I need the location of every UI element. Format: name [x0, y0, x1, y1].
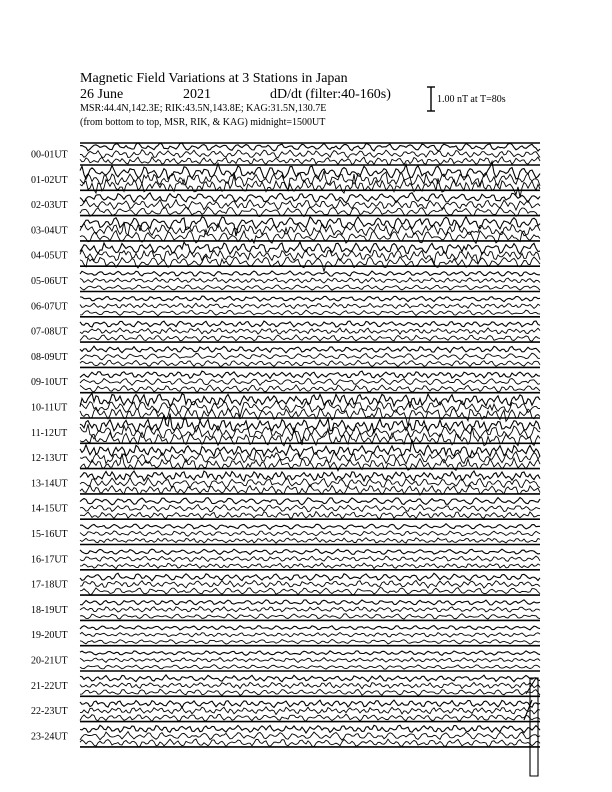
trace-kag: [80, 242, 540, 254]
hour-label: 17-18UT: [31, 579, 68, 591]
trace-kag: [80, 573, 540, 580]
hour-row: [31, 675, 540, 696]
trace-kag: [80, 651, 540, 656]
hour-label: 03-04UT: [31, 225, 68, 237]
hour-label: 05-06UT: [31, 276, 68, 287]
trace-msr: [80, 256, 540, 272]
hour-row: [31, 626, 540, 646]
trace-msr: [80, 310, 540, 316]
hour-label: 15-16UT: [31, 529, 68, 540]
trace-rik: [80, 580, 540, 588]
trace-rik: [80, 707, 540, 715]
date-label: 26 June: [80, 87, 124, 102]
trace-msr: [80, 563, 540, 569]
trace-msr: [80, 614, 540, 619]
trace-msr: [80, 335, 540, 342]
trace-rik: [80, 171, 540, 190]
hour-label: 23-24UT: [31, 731, 68, 743]
hour-row: [31, 346, 540, 367]
hour-row: [31, 242, 540, 272]
trace-rik: [80, 732, 540, 740]
trace-kag: [80, 193, 540, 203]
hour-row: [31, 143, 540, 165]
trace-kag: [80, 675, 540, 682]
hour-label: 02-03UT: [31, 200, 68, 212]
hour-label: 04-05UT: [31, 250, 68, 262]
hour-label: 22-23UT: [31, 706, 68, 718]
hour-row: [31, 271, 540, 292]
trace-kag: [80, 371, 540, 378]
hour-label: 13-14UT: [31, 478, 68, 490]
hour-label: 06-07UT: [31, 301, 68, 313]
trace-msr: [80, 714, 540, 721]
trace-kag: [80, 296, 540, 302]
rows-layer: [31, 143, 540, 776]
stations-label: MSR:44.4N,142.3E; RIK:43.5N,143.8E; KAG:31.5N,130.7E: [80, 103, 327, 114]
trace-rik: [80, 658, 540, 663]
hour-label: 09-10UT: [31, 377, 68, 389]
trace-msr: [80, 587, 540, 594]
trace-msr: [80, 538, 540, 544]
hour-row: [31, 725, 540, 747]
year-label: 2021: [183, 87, 211, 102]
trace-rik: [80, 505, 540, 512]
trace-kag: [80, 440, 540, 458]
hour-row: [31, 471, 540, 495]
hour-label: 08-09UT: [31, 351, 68, 363]
trace-kag: [80, 271, 540, 276]
trace-kag: [80, 700, 540, 707]
hour-row: [31, 321, 540, 342]
trace-msr: [80, 639, 540, 644]
hour-label: 07-08UT: [31, 326, 68, 338]
trace-kag: [80, 600, 540, 605]
trace-kag: [80, 143, 540, 151]
trace-kag: [80, 524, 540, 530]
hour-label: 11-12UT: [31, 427, 68, 439]
hour-label: 10-11UT: [31, 402, 68, 414]
scale-bar: [427, 87, 435, 111]
trace-msr: [80, 157, 540, 165]
trace-kag: [80, 549, 540, 554]
hour-label: 21-22UT: [31, 680, 68, 692]
scale-label: 1.00 nT at T=80s: [437, 94, 506, 105]
trace-rik: [80, 150, 540, 158]
trace-kag: [80, 497, 540, 504]
trace-msr: [80, 285, 540, 290]
hour-row: [31, 440, 540, 471]
hour-label: 19-20UT: [31, 630, 68, 642]
trace-msr: [80, 360, 540, 366]
trace-rik: [80, 607, 540, 613]
hour-row: [31, 371, 540, 393]
hour-row: [31, 193, 540, 217]
trace-rik: [80, 531, 540, 536]
trace-rik: [80, 632, 540, 637]
hour-row: [31, 573, 540, 595]
hour-label: 00-01UT: [31, 149, 68, 161]
trace-kag: [80, 725, 540, 733]
quantity-label: dD/dt (filter:40-160s): [270, 87, 391, 102]
trace-msr: [80, 739, 540, 747]
hour-row: [31, 217, 540, 244]
hour-label: 16-17UT: [31, 554, 68, 566]
trace-rik: [80, 200, 540, 210]
hour-row: [31, 524, 540, 545]
trace-kag: [80, 414, 540, 433]
hour-row: [31, 651, 540, 671]
hour-row: [31, 700, 540, 722]
hour-label: 18-19UT: [31, 604, 68, 616]
trace-kag: [80, 346, 540, 353]
order-note: (from bottom to top, MSR, RIK, & KAG) midnight=1500UT: [80, 117, 326, 128]
hour-row: [31, 393, 540, 426]
trace-msr: [80, 512, 540, 520]
hour-label: 01-02UT: [31, 174, 68, 186]
trace-msr: [80, 385, 540, 392]
hour-label: 20-21UT: [31, 655, 68, 667]
trace-rik: [80, 278, 540, 283]
hour-row: [31, 600, 540, 621]
trace-rik: [80, 556, 540, 561]
hour-row: [31, 549, 540, 570]
hour-row: [31, 162, 540, 197]
trace-rik: [80, 328, 540, 334]
trace-msr: [80, 665, 540, 670]
trace-rik: [80, 303, 540, 308]
trace-rik: [80, 682, 540, 688]
hour-row: [31, 497, 540, 519]
trace-msr: [80, 689, 540, 695]
hour-label: 12-13UT: [31, 453, 68, 465]
trace-rik: [80, 353, 540, 360]
trace-kag: [80, 626, 540, 630]
trace-kag: [80, 321, 540, 327]
hour-row: [31, 296, 540, 317]
chart-title: Magnetic Field Variations at 3 Stations in Japan: [80, 71, 348, 86]
hour-label: 14-15UT: [31, 503, 68, 515]
trace-rik: [80, 378, 540, 385]
